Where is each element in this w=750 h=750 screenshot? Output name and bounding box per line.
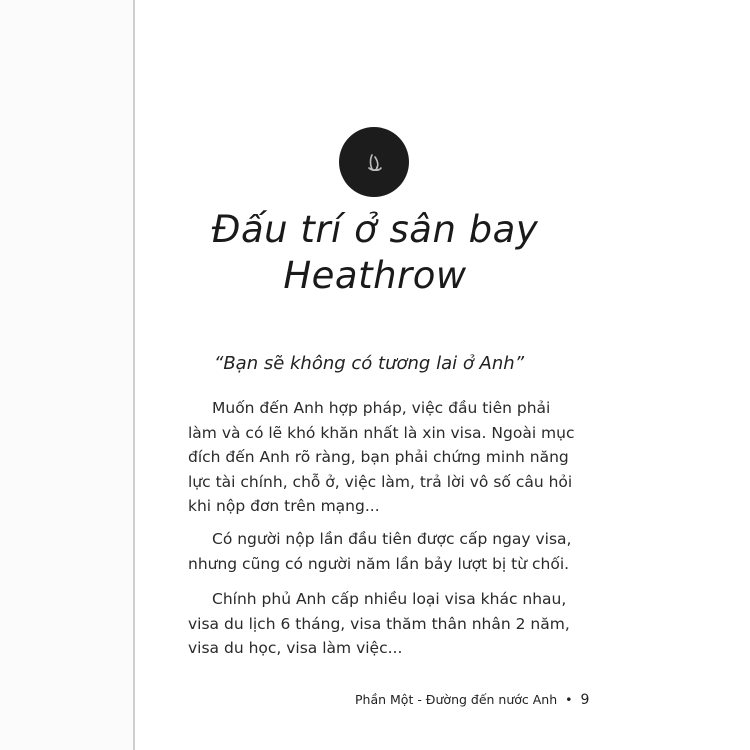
paragraph-2 xyxy=(188,527,572,576)
paragraph-1-line: Muốn đến Anh hợp pháp, việc đầu tiên phải xyxy=(212,399,551,417)
paragraph-3 xyxy=(188,587,570,661)
paragraph-3-line: visa du học, visa làm việc... xyxy=(188,639,403,657)
chapter-title-line-1: Đấu trí ở sân bay xyxy=(211,208,539,251)
paragraph-3-line: Chính phủ Anh cấp nhiều loại visa khác nhau, xyxy=(212,590,567,608)
chapter-title-line-2: Heathrow xyxy=(283,254,467,297)
paragraph-2-line: nhưng cũng có người năm lần bảy lượt bị từ chối. xyxy=(188,554,570,573)
page-number: 9 xyxy=(580,692,590,708)
paragraph-1-line: làm và có lẽ khó khăn nhất là xin visa. Ngoài mục xyxy=(188,423,575,442)
page-spine-edge xyxy=(133,0,135,750)
paragraph-3-line: visa du lịch 6 tháng, visa thăm thân nhân 2 năm, xyxy=(188,614,570,633)
paragraph-1-line: đích đến Anh rõ ràng, bạn phải chứng minh năng xyxy=(188,448,569,466)
footer-bullet: • xyxy=(565,692,573,707)
page-margin xyxy=(0,0,135,750)
section-quote-heading: “Bạn sẽ không có tương lai ở Anh” xyxy=(214,353,525,374)
chapter-emblem-icon xyxy=(339,127,409,197)
running-head: Phần Một - Đường đến nước Anh xyxy=(355,692,558,707)
page-footer xyxy=(355,692,590,708)
paragraph-1-line: khi nộp đơn trên mạng... xyxy=(188,497,380,515)
paragraph-1-line: lực tài chính, chỗ ở, việc làm, trả lời vô số câu hỏi xyxy=(188,472,573,491)
paragraph-1 xyxy=(188,396,575,519)
paragraph-2-line: Có người nộp lần đầu tiên được cấp ngay visa, xyxy=(212,530,572,548)
